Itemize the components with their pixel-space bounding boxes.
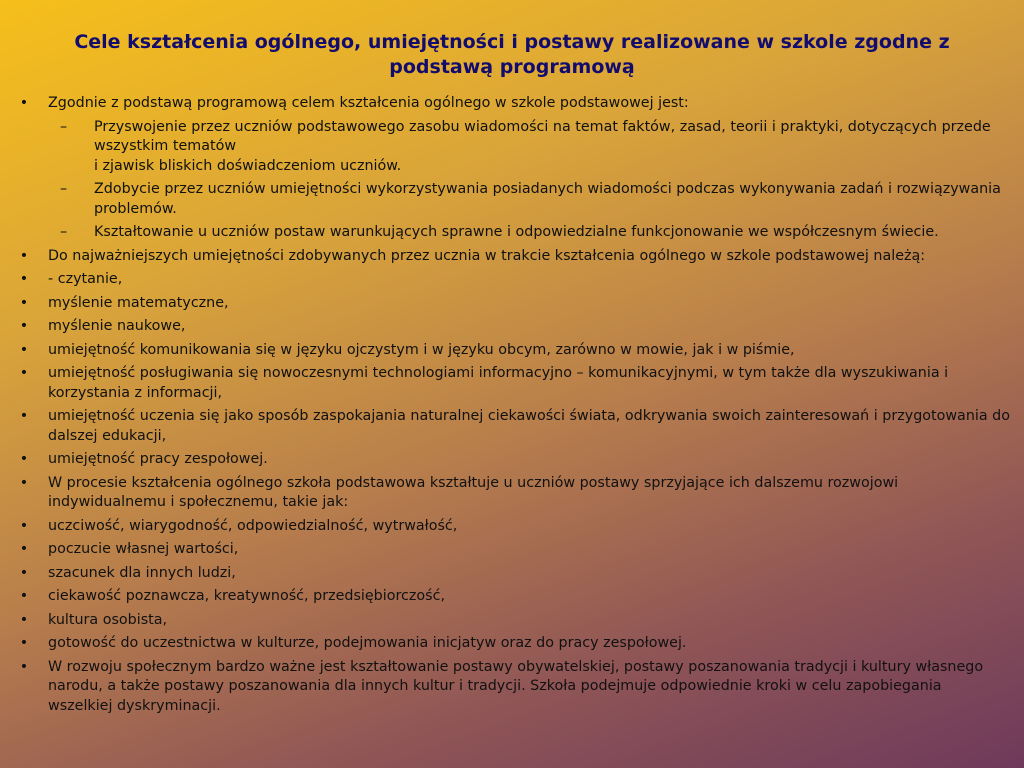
- list-item: [14, 94, 1010, 114]
- list-item: [14, 658, 1010, 717]
- list-item: [14, 341, 1010, 361]
- sub-list-item: [14, 223, 1010, 243]
- list-item-text: uczciwość, wiarygodność, odpowiedzialność, wytrwałość,: [48, 517, 458, 534]
- bullet-icon: •: [19, 271, 29, 287]
- list-item: [14, 517, 1010, 537]
- list-item: [14, 540, 1010, 560]
- sub-list-item: [14, 180, 1010, 219]
- bullet-icon: •: [19, 564, 29, 581]
- list-item-text: umiejętność komunikowania się w języku ojczystym i w języku obcym, zarówno w mowie, jak i w piśmie,: [48, 341, 795, 358]
- list-item-text: umiejętność pracy zespołowej.: [48, 451, 268, 467]
- list-item-text: Przyswojenie przez uczniów podstawowego zasobu wiadomości na temat faktów, zasad, teorii i praktyki, dotyczących przede wszystkim tematów i zjawisk bliskich doświadczeniom uczniów.: [94, 118, 991, 174]
- bullet-icon: •: [19, 365, 29, 381]
- list-item-text: Kształtowanie u uczniów postaw warunkujących sprawne i odpowiedzialne funkcjonowanie we współczesnym świecie.: [94, 224, 939, 240]
- list-item-text: ciekawość poznawcza, kreatywność, przedsiębiorczość,: [48, 588, 446, 604]
- bullet-list: [14, 94, 1010, 720]
- bullet-icon: •: [19, 658, 29, 675]
- list-item: [14, 611, 1010, 631]
- bullet-icon: •: [19, 294, 29, 311]
- sub-list-item: [14, 118, 1010, 177]
- list-item-text: W procesie kształcenia ogólnego szkoła podstawowa kształtuje u uczniów postawy sprzyjające ich dalszemu rozwojowi indywidualnemu i społecznemu, takie jak:: [48, 474, 899, 510]
- dash-icon: –: [60, 181, 68, 197]
- list-item-text: gotowość do uczestnictwa w kulturze, podejmowania inicjatyw oraz do pracy zespołowej.: [48, 635, 687, 651]
- bullet-icon: •: [19, 517, 29, 534]
- list-item-text: poczucie własnej wartości,: [48, 541, 239, 557]
- dash-icon: –: [60, 118, 68, 135]
- list-item-text: myślenie matematyczne,: [48, 294, 229, 311]
- list-item-text: umiejętność uczenia się jako sposób zaspokajania naturalnej ciekawości świata, odkrywania swoich zainteresowań i przygotowania do dalszej edukacji,: [48, 408, 1010, 444]
- list-item-text: Zdobycie przez uczniów umiejętności wykorzystywania posiadanych wiadomości podczas wykonywania zadań i rozwiązywania problemów.: [94, 181, 1001, 217]
- list-item-text: - czytanie,: [48, 271, 123, 287]
- list-item-text: umiejętność posługiwania się nowoczesnymi technologiami informacyjno – komunikacyjnymi, w tym także dla wyszukiwania i korzystania z informacji,: [48, 365, 949, 401]
- list-item: [14, 364, 1010, 403]
- bullet-icon: •: [19, 408, 29, 424]
- bullet-icon: •: [19, 588, 29, 604]
- list-item-text: szacunek dla innych ludzi,: [48, 564, 236, 581]
- list-item: [14, 317, 1010, 337]
- bullet-icon: •: [19, 541, 29, 557]
- bullet-icon: •: [19, 247, 29, 264]
- slide-title: Cele kształcenia ogólnego, umiejętności i postawy realizowane w szkole zgodne z podstawą programową: [74, 31, 950, 78]
- list-item: [14, 450, 1010, 470]
- list-item: [14, 564, 1010, 584]
- list-item-text: W rozwoju społecznym bardzo ważne jest kształtowanie postawy obywatelskiej, postawy poszanowania tradycji i kultury własnego narodu, a także postawy poszanowania dla innych kultur i tradycji. Szkoła podejmuje odpowiednie kroki w celu zapobiegania wszelkiej dyskryminacji.: [48, 658, 984, 714]
- list-item-text: myślenie naukowe,: [48, 318, 186, 334]
- list-item: [14, 407, 1010, 446]
- dash-icon: –: [60, 224, 68, 240]
- list-item-text: kultura osobista,: [48, 611, 168, 628]
- list-item-text: Do najważniejszych umiejętności zdobywanych przez ucznia w trakcie kształcenia ogólnego w szkole podstawowej należą:: [48, 247, 926, 264]
- bullet-icon: •: [19, 635, 29, 651]
- bullet-icon: •: [19, 95, 29, 111]
- list-item: [14, 294, 1010, 314]
- bullet-icon: •: [19, 611, 29, 628]
- bullet-icon: •: [19, 318, 29, 334]
- list-item: [14, 634, 1010, 654]
- list-item: [14, 474, 1010, 513]
- bullet-icon: •: [19, 341, 29, 358]
- bullet-icon: •: [19, 474, 29, 491]
- list-item-text: Zgodnie z podstawą programową celem kształcenia ogólnego w szkole podstawowej jest:: [48, 95, 689, 111]
- bullet-icon: •: [19, 451, 29, 467]
- list-item: [14, 270, 1010, 290]
- list-item: [14, 587, 1010, 607]
- list-item: [14, 247, 1010, 267]
